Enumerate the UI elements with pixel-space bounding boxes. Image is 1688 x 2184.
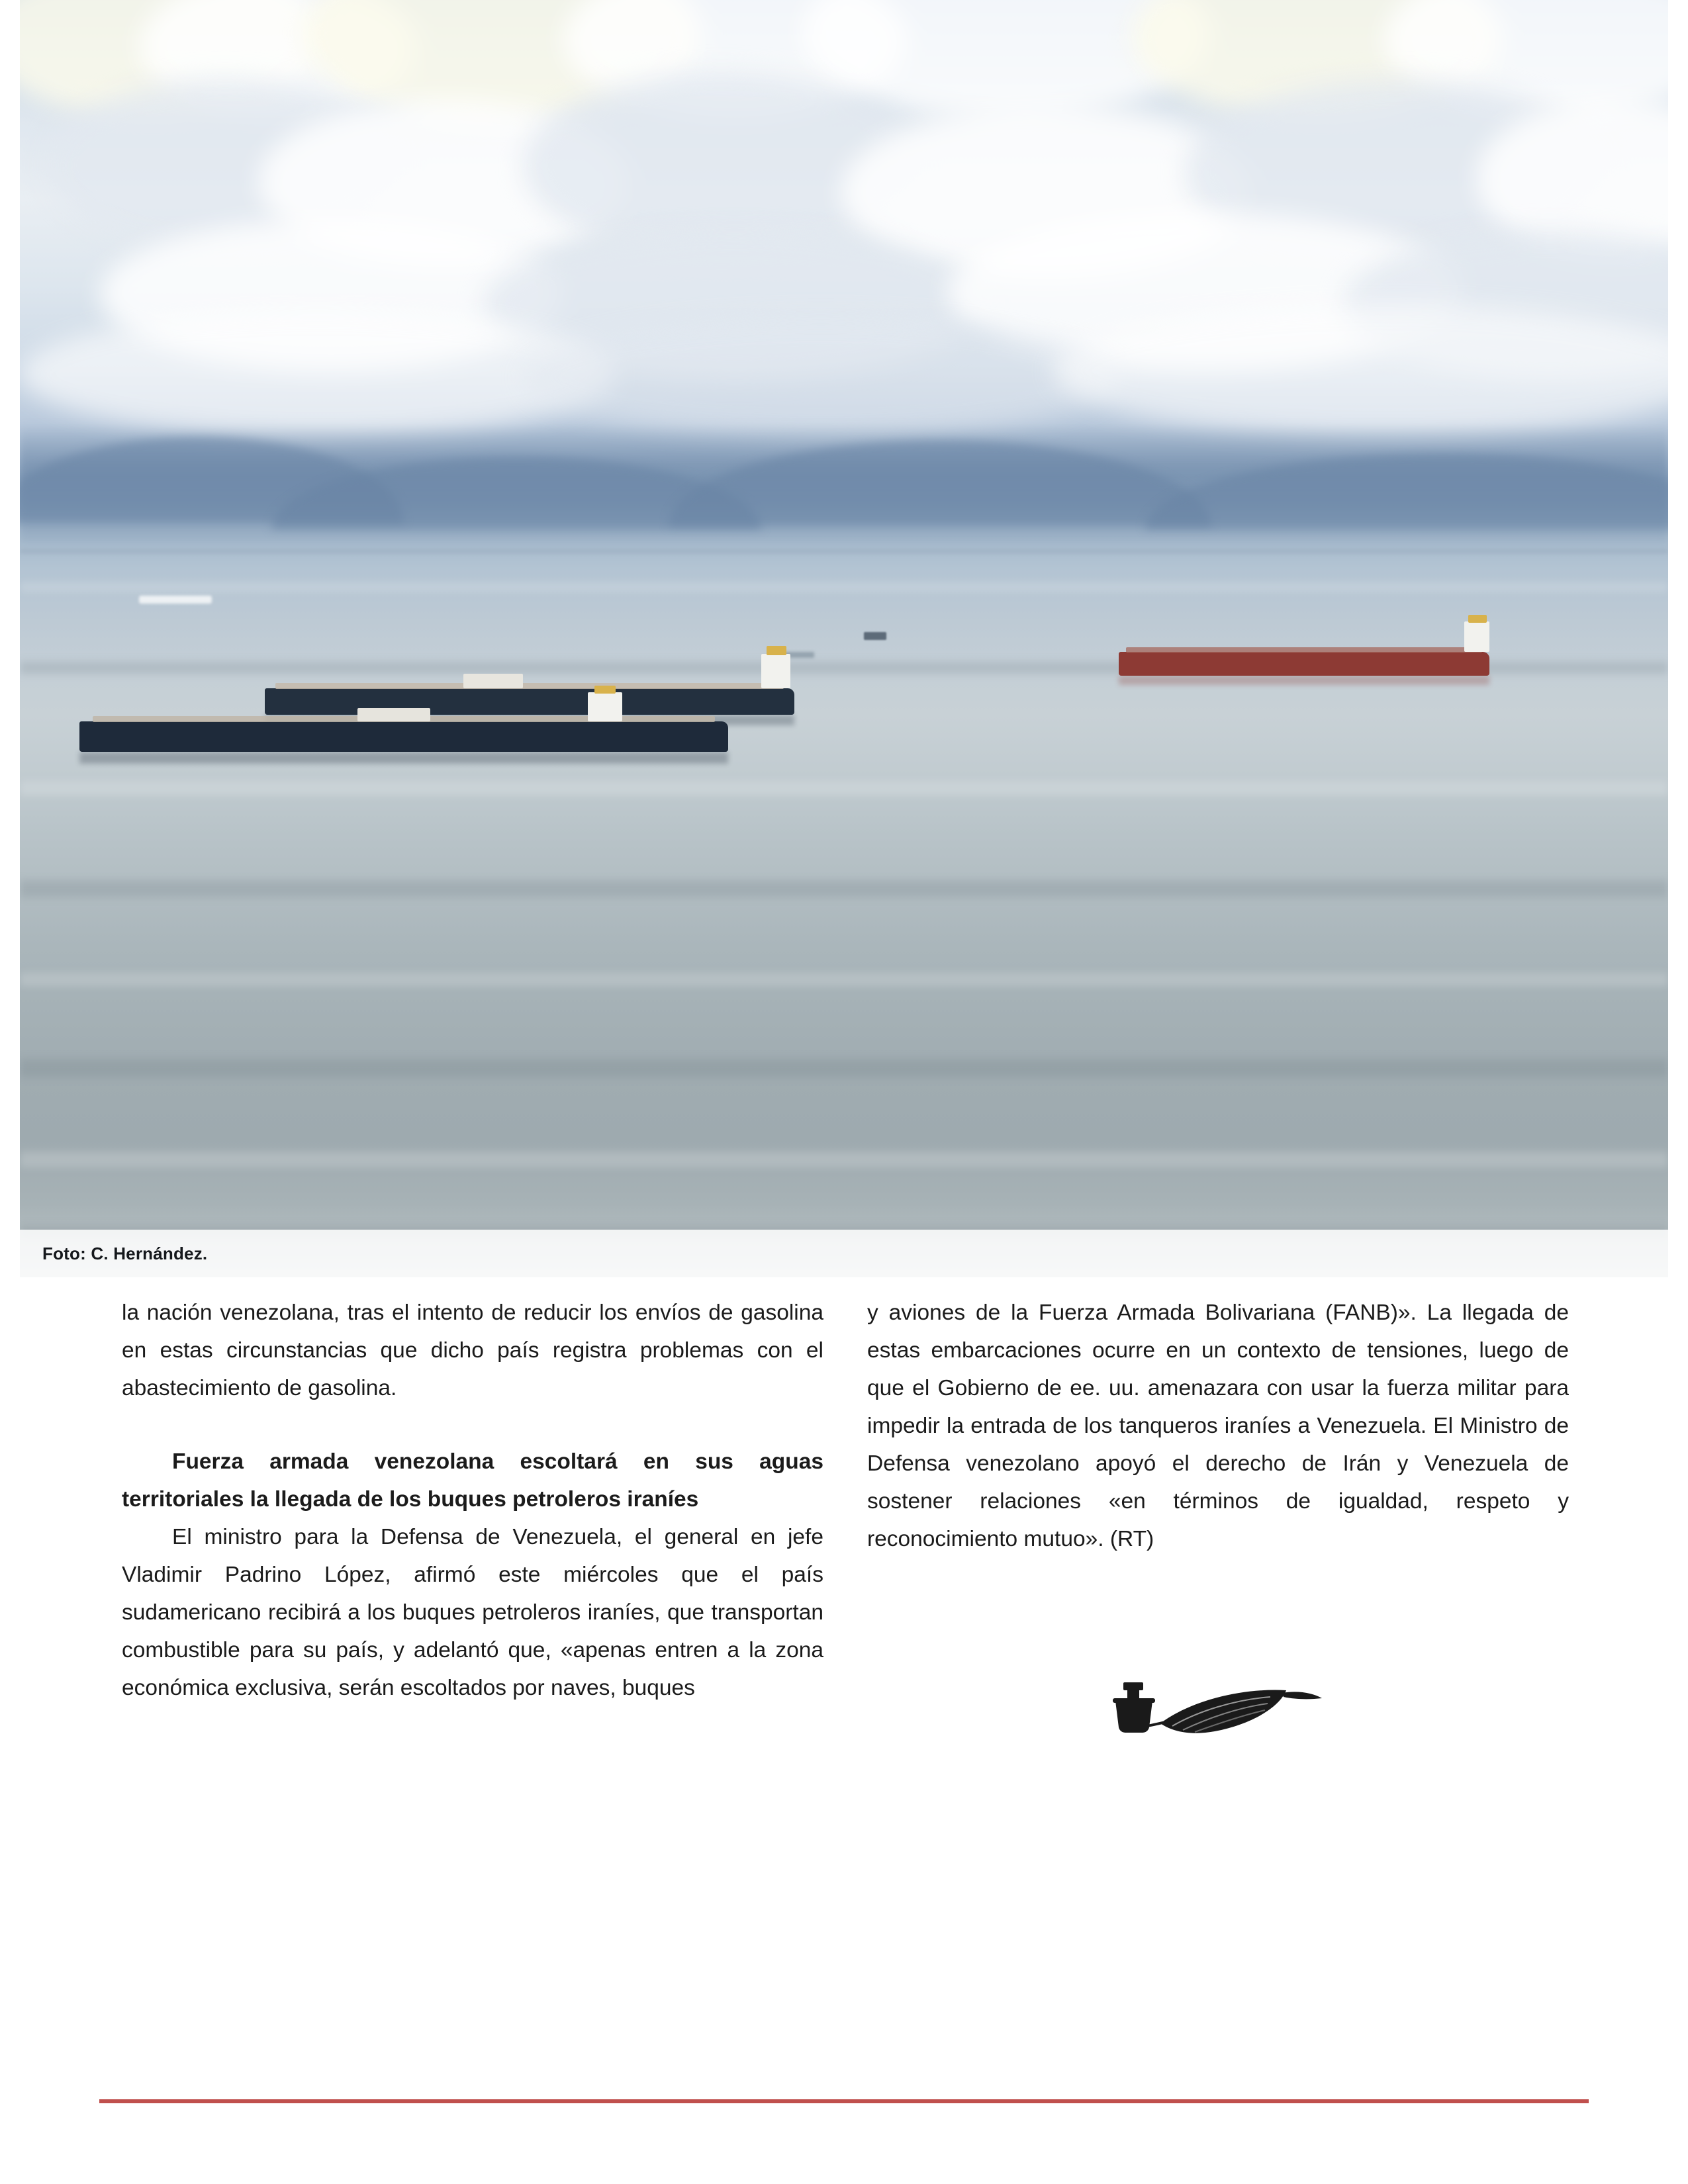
horizon-line xyxy=(20,549,1668,553)
water-streak xyxy=(20,582,1668,592)
quill-pen-and-inkwell-icon xyxy=(1109,1670,1327,1756)
cloud-shape xyxy=(1053,304,1668,437)
photo-caption-text: Foto: C. Hernández. xyxy=(42,1243,208,1263)
water-streak xyxy=(20,781,1668,796)
photo-background xyxy=(20,0,1668,1277)
paragraph-body: El ministro para la Defensa de Venezuela, el general en jefe Vladimir Padrino López, afirmó este miércoles que el país sudamericano recibirá a los buques petroleros iraníes, que transportan combustible para su país, y adelantó que, «apenas entren a la zona económica exclusiva, serán escoltados por naves, buques xyxy=(122,1525,823,1700)
paragraph-body: y aviones de la Fuerza Armada Bolivariana (FANB)». La llegada de estas embarcaciones ocurre en un contexto de tensiones, luego de que el Gobierno de ee. uu. amenazara con usar la fuerza militar para impedir la entrada de los tanqueros iraníes a Venezuela. El Ministro de Defensa venezolano apoyó el derecho de Irán y Venezuela de sostener relaciones «en términos de igualdad, respeto y reconocimiento mutuo». (RT) xyxy=(867,1300,1569,1551)
tanker-left-front xyxy=(79,721,728,752)
photo-caption xyxy=(20,1230,1668,1277)
bottom-divider xyxy=(99,2099,1589,2103)
water-streak xyxy=(20,1059,1668,1077)
quill-ornament xyxy=(867,1670,1569,1756)
right-column xyxy=(867,1294,1569,1756)
cloud-shape xyxy=(523,318,1119,437)
tanker-left-back xyxy=(265,688,794,715)
paragraph-continuation: la nación venezolana, tras el intento de reducir los envíos de gasolina en estas circunstancias que dicho país registra problemas con el abastecimiento de gasolina. xyxy=(122,1300,823,1400)
water-streak xyxy=(20,1152,1668,1167)
article-photo xyxy=(20,0,1668,1277)
water-streak xyxy=(20,973,1668,986)
article-body xyxy=(0,1294,1688,1756)
water-streak xyxy=(20,880,1668,897)
section-subheading: Fuerza armada venezolana escoltará en sus aguas territoriales la llegada de los buques petroleros iraníes xyxy=(122,1449,823,1512)
tanker-right xyxy=(1119,652,1489,676)
small-boat xyxy=(864,632,886,640)
left-column xyxy=(122,1294,823,1756)
distant-vessel xyxy=(139,596,212,604)
